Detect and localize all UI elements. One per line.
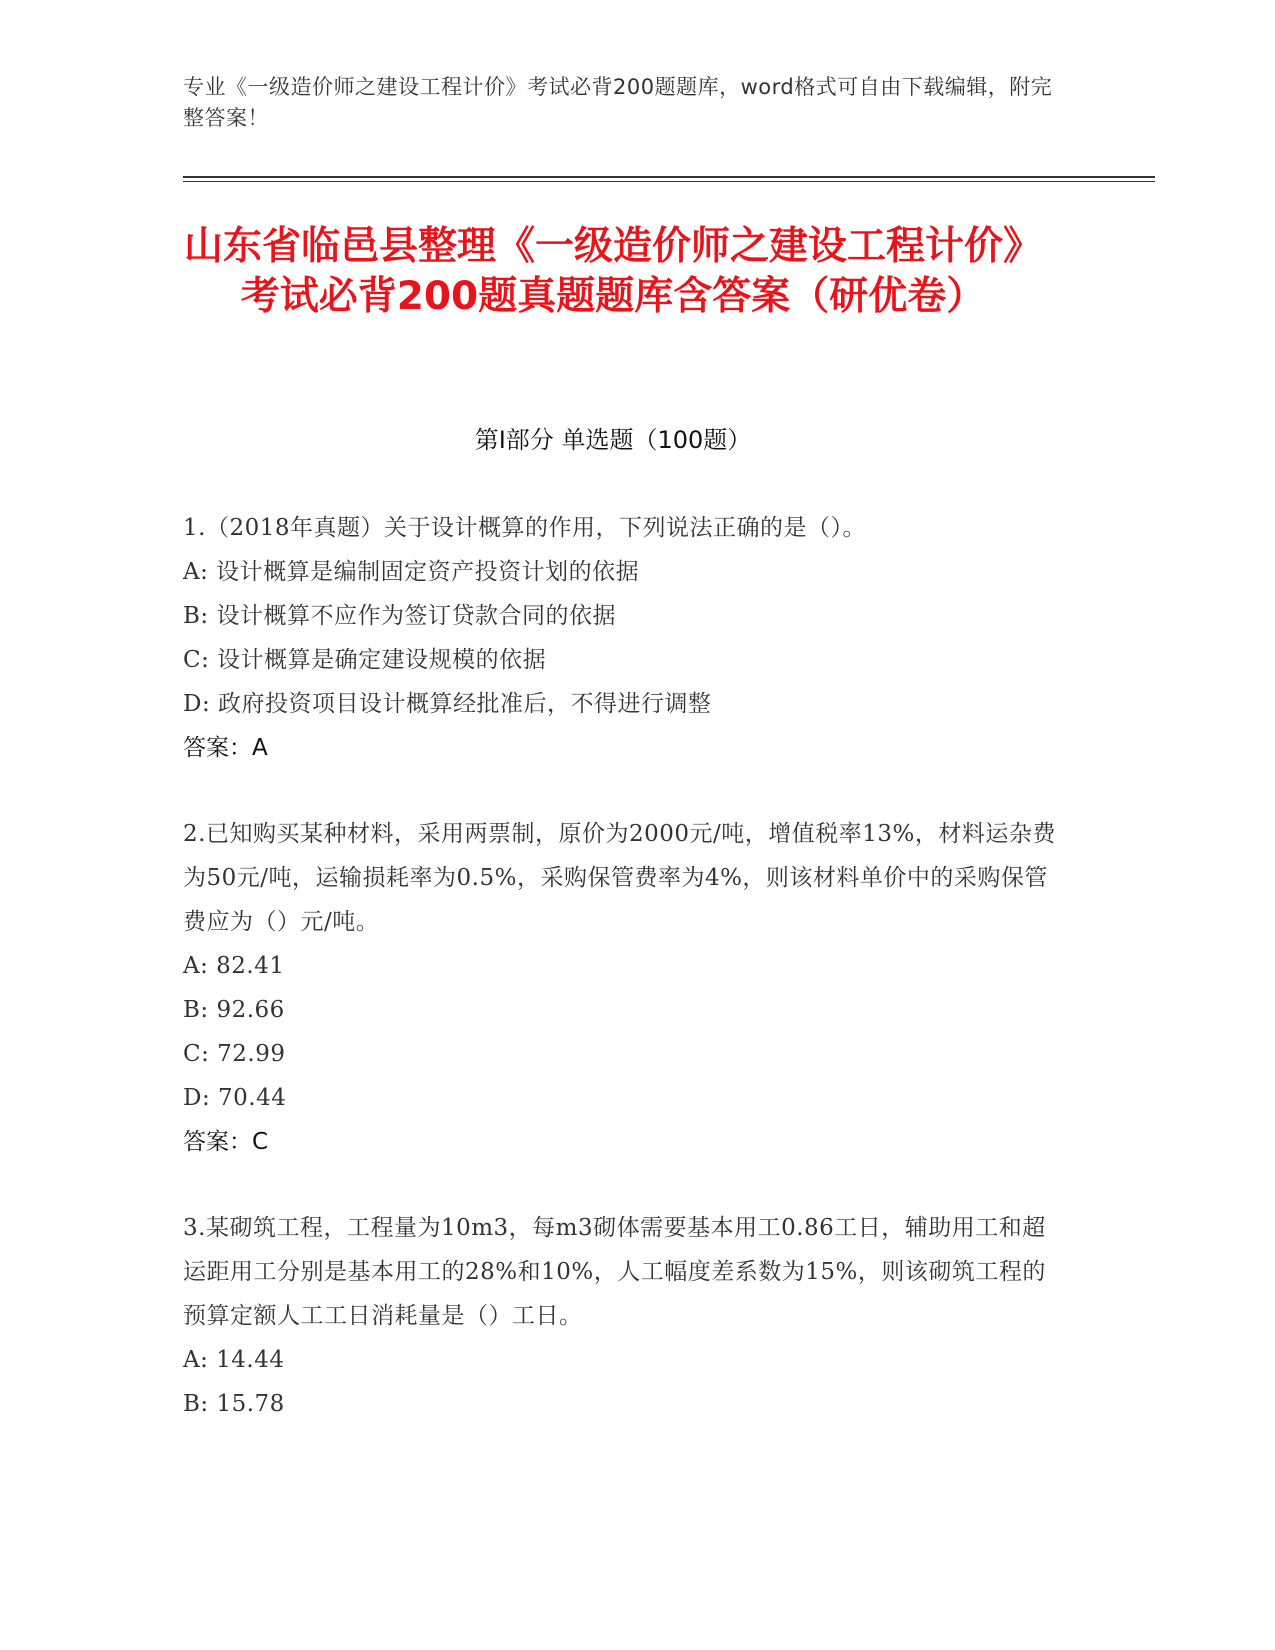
option-c: C: 72.99	[183, 1041, 286, 1067]
header-divider	[183, 176, 1155, 182]
option-a: A: 14.44	[183, 1347, 285, 1373]
header-note: 专业《一级造价师之建设工程计价》考试必背200题题库，word格式可自由下载编辑，附完整答案！	[183, 75, 1053, 130]
question-item	[183, 1206, 1063, 1426]
answer-label: 答案：C	[183, 1129, 269, 1155]
section-heading: 第Ⅰ部分 单选题（100题）	[474, 426, 752, 454]
question-stem: 1.（2018年真题）关于设计概算的作用，下列说法正确的是（）。	[183, 515, 866, 541]
option-a: A: 82.41	[183, 953, 285, 979]
option-b: B: 15.78	[183, 1391, 285, 1417]
answer-label: 答案：A	[183, 735, 268, 761]
option-d: D: 70.44	[183, 1085, 287, 1111]
divider-thick-line	[183, 176, 1155, 178]
question-list	[183, 506, 1063, 1468]
option-d: D: 政府投资项目设计概算经批准后，不得进行调整	[183, 691, 712, 717]
question-stem: 2.已知购买某种材料，采用两票制，原价为2000元/吨，增值税率13%，材料运杂费为50元/吨，运输损耗率为0.5%，采购保管费率为4%，则该材料单价中的采购保管费应为（）元/吨。	[183, 821, 1056, 935]
option-b: B: 设计概算不应作为签订贷款合同的依据	[183, 603, 616, 629]
option-a: A: 设计概算是编制固定资产投资计划的依据	[183, 559, 640, 585]
option-c: C: 设计概算是确定建设规模的依据	[183, 647, 547, 673]
question-item	[183, 506, 1063, 770]
question-stem: 3.某砌筑工程，工程量为10m3，每m3砌体需要基本用工0.86工日，辅助用工和超运距用工分别是基本用工的28%和10%，人工幅度差系数为15%，则该砌筑工程的预算定额人工工日消耗量是（）工日。	[183, 1215, 1046, 1329]
option-b: B: 92.66	[183, 997, 285, 1023]
document-title: 山东省临邑县整理《一级造价师之建设工程计价》考试必背200题真题题库含答案（研优卷）	[183, 224, 1042, 319]
question-item	[183, 812, 1063, 1164]
divider-thin-line	[183, 181, 1155, 182]
